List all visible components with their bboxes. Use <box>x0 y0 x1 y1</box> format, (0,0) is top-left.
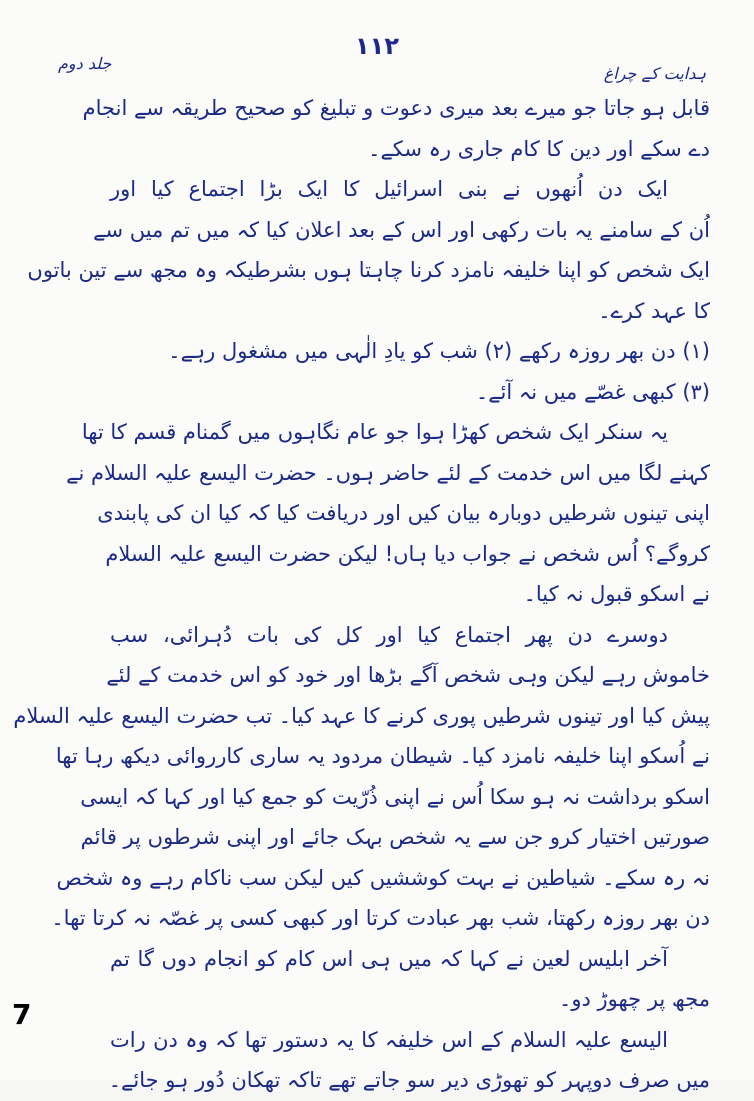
text-line: اُن کے سامنے یہ بات رکھی اور اس کے بعد اعلان کیا کہ میں تم میں سے <box>93 217 710 242</box>
text-line: قابل ہو جاتا جو میرے بعد میری دعوت و تبلیغ کو صحیح طریقہ سے انجام <box>82 96 710 120</box>
page-number: ١١٢ <box>355 32 399 60</box>
text-line: میں صرف دوپہر کو تھوڑی دیر سو جاتے تھے تاکہ تھکان دُور ہو جائے۔ <box>108 1068 710 1092</box>
text-line: آخر ابلیس لعین نے کہا کہ میں ہی اس کام کو انجام دوں گا تم <box>110 946 668 971</box>
text-line: (۱) دن بھر روزہ رکھے (۲) شب کو یادِ الٰہی میں مشغول رہے۔ <box>168 339 710 363</box>
text-line: پیش کیا اور تینوں شرطیں پوری کرنے کا عہد کیا۔ تب حضرت الیسع علیہ السلام <box>13 703 710 728</box>
text-line: اپنی تینوں شرطیں دوبارہ بیان کیں اور دریافت کیا کہ کیا ان کی پابندی <box>97 501 710 525</box>
text-line: کا عہد کرے۔ <box>598 298 710 323</box>
text-line: اسکو برداشت نہ ہو سکا اُس نے اپنی ذُرّیت کو جمع کیا اور کہا کہ ایسی <box>80 784 710 809</box>
text-line: خاموش رہے لیکن وہی شخص آگے بڑھا اور خود کو اس خدمت کے لئے <box>106 663 710 687</box>
text-line: دے سکے اور دین کا کام جاری رہ سکے۔ <box>368 136 710 161</box>
text-line: نے اسکو قبول نہ کیا۔ <box>523 582 710 606</box>
text-line: دوسرے دن پھر اجتماع کیا اور کل کی بات دُہرائی، سب <box>110 622 668 647</box>
text-line: نے اُسکو اپنا خلیفہ نامزد کیا۔ شیطان مردود یہ ساری کارروائی دیکھ رہا تھا <box>55 744 710 768</box>
text-line: کروگے؟ اُس شخص نے جواب دیا ہاں! لیکن حضرت الیسع علیہ السلام <box>105 541 710 566</box>
margin-mark: 7 <box>12 998 32 1031</box>
text-line: ایک شخص کو اپنا خلیفہ نامزد کرنا چاہتا ہوں بشرطیکہ وہ مجھ سے تین باتوں <box>27 258 710 282</box>
text-line: صورتیں اختیار کرو جن سے یہ شخص بہک جائے اور اپنی شرطوں پر قائم <box>80 825 710 849</box>
text-line: کہنے لگا میں اس خدمت کے لئے حاضر ہوں۔ حضرت الیسع علیہ السلام نے <box>66 460 710 485</box>
book-title: ہدایت کے چراغ <box>603 64 706 83</box>
text-line: الیسع علیہ السلام کے اس خلیفہ کا یہ دستور تھا کہ وہ دن رات <box>110 1027 668 1052</box>
text-line: مجھ پر چھوڑ دو۔ <box>559 987 710 1011</box>
text-line: دن بھر روزہ رکھتا، شب بھر عبادت کرتا اور کبھی کسی پر غصّہ نہ کرتا تھا۔ <box>51 906 710 930</box>
page-body <box>13 88 710 1101</box>
volume-label: جلد دوم <box>58 54 112 73</box>
text-line: (۳) کبھی غصّے میں نہ آئے۔ <box>475 379 710 404</box>
text-line: یہ سنکر ایک شخص کھڑا ہوا جو عام نگاہوں میں گمنام قسم کا تھا <box>81 420 668 444</box>
text-line: نہ رہ سکے۔ شیاطین نے بہت کوششیں کیں لیکن سب ناکام رہے وہ شخص <box>56 865 710 890</box>
text-line: ایک دن اُنھوں نے بنی اسرائیل کا ایک بڑا اجتماع کیا اور <box>110 177 668 201</box>
